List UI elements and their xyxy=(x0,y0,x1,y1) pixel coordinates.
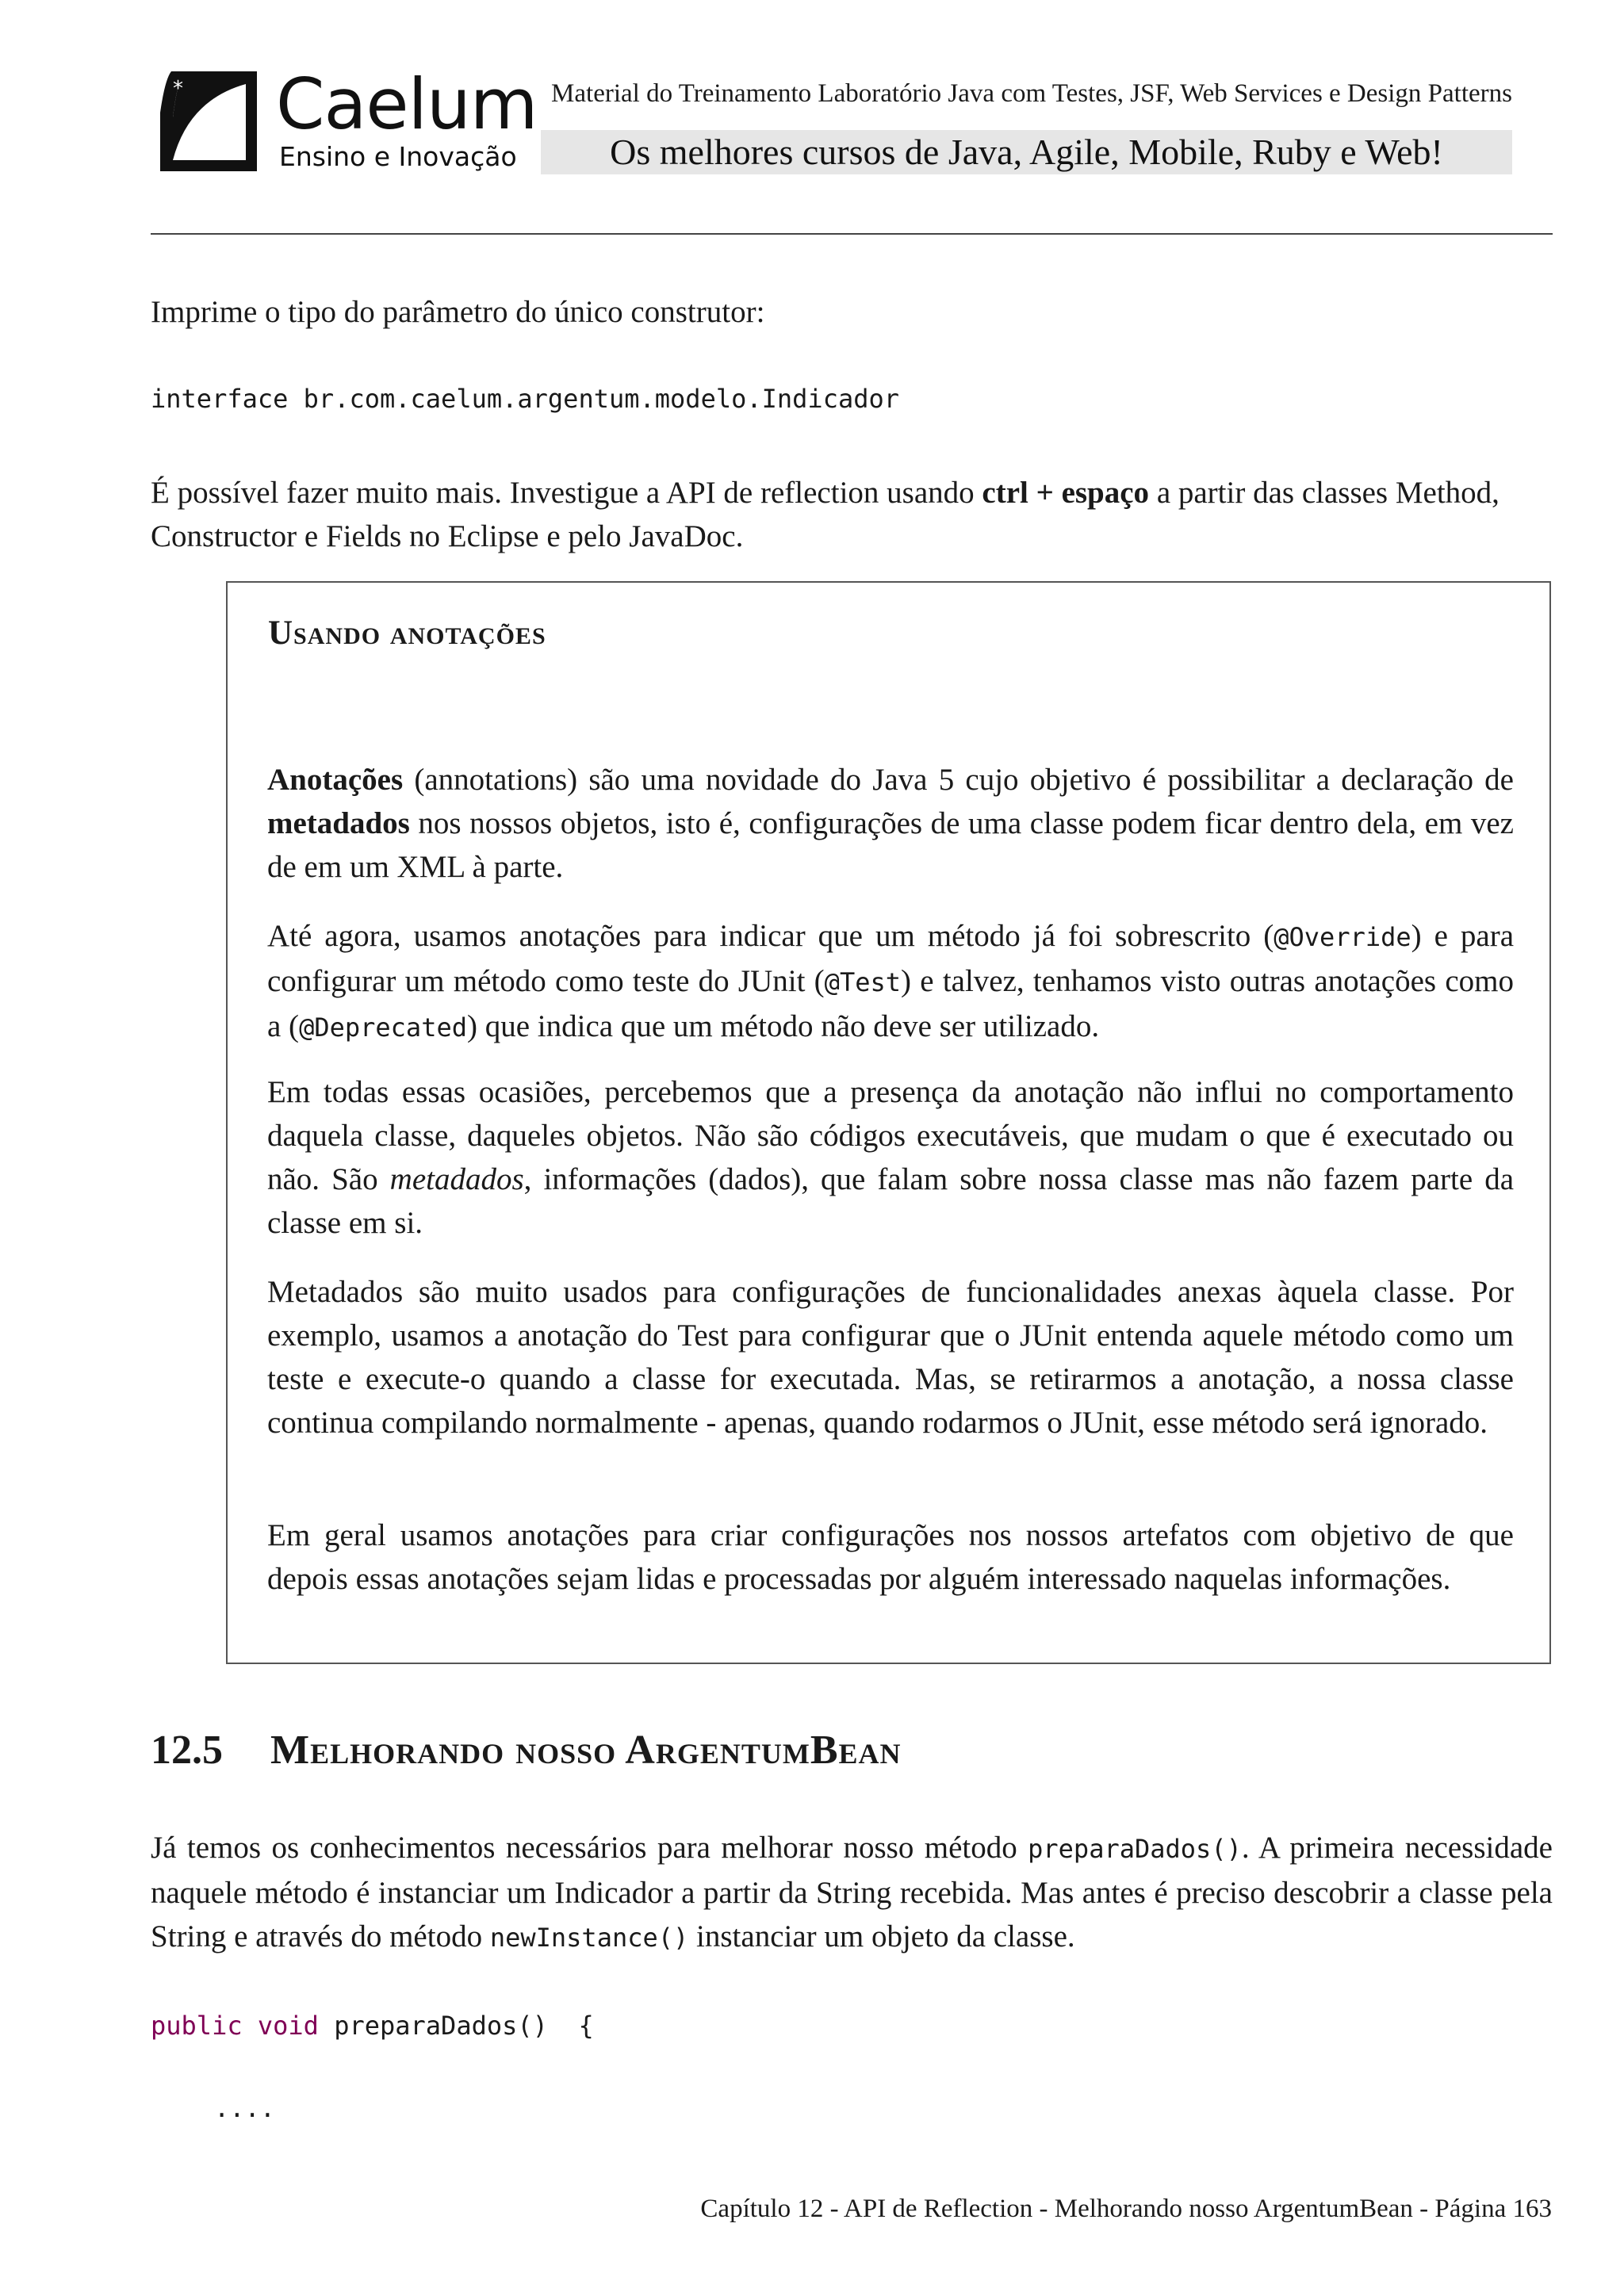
header-material-title: Material do Treinamento Laboratório Java com Testes, JSF, Web Services e Design Patterns xyxy=(551,79,1512,108)
box-paragraph-3: Em todas essas ocasiões, percebemos que a presença da anotação não influi no comportamento daquela classe, daqueles objetos. Não são códigos executáveis, que mudam o que é executado ou não. São metadados, informações (dados), que falam sobre nossa classe mas não fazem parte da classe em si. xyxy=(267,1075,1515,1240)
box-paragraph-4: Metadados são muito usados para configurações de funcionalidades anexas àquela classe. Por exemplo, usamos a anotação do Test para configurar que o JUnit entenda aquele método como um teste e execute-o quando a classe for executada. Mas, se retirarmos a anotação, a nossa classe continua compilando normalmente - apenas, quando rodarmos o JUnit, esse método será ignorado. xyxy=(267,1275,1514,1440)
page-footer: Capítulo 12 - API de Reflection - Melhorando nosso ArgentumBean - Página 163 xyxy=(700,2195,1552,2223)
header-slogan: Os melhores cursos de Java, Agile, Mobile, Ruby e Web! xyxy=(541,130,1512,174)
code-output-line: interface br.com.caelum.argentum.modelo.Indicador xyxy=(151,384,900,414)
header-divider xyxy=(151,233,1553,235)
logo-name: Caelum xyxy=(276,63,538,145)
box-paragraph-5: Em geral usamos anotações para criar configurações nos nossos artefatos com objetivo de que depois essas anotações sejam lidas e processadas por alguém interessado naquelas informações. xyxy=(267,1518,1514,1596)
caelum-logo-icon xyxy=(157,68,260,174)
caelum-logo xyxy=(157,63,538,179)
code-method-signature: public void preparaDados() { xyxy=(151,2011,594,2041)
code-ellipsis: .... xyxy=(214,2093,276,2123)
keyboard-shortcut: ctrl + espaço xyxy=(982,476,1150,510)
inline-code-test: @Test xyxy=(824,967,901,997)
inline-code-newinstance: newInstance() xyxy=(489,1923,689,1953)
intro-paragraph-1: Imprime o tipo do parâmetro do único construtor: xyxy=(151,295,765,329)
svg-text:*: * xyxy=(173,77,183,101)
box-paragraph-1: Anotações (annotations) são uma novidade do Java 5 cujo objetivo é possibilitar a declaração de metadados nos nossos objetos, isto é, configurações de uma classe podem ficar dentro dela, em vez de em um XML à parte. xyxy=(267,763,1514,884)
inline-code-preparadados: preparaDados() xyxy=(1028,1834,1242,1864)
section-title: Melhorando nosso ArgentumBean xyxy=(270,1728,902,1773)
box-paragraph-2: Até agora, usamos anotações para indicar que um método já foi sobrescrito (@Override) e para configurar um método como teste do JUnit (@Test) e talvez, tenhamos visto outras anotações como a (@Deprecated) que indica que um método não deve ser utilizado. xyxy=(267,919,1515,1043)
intro-paragraph-2: É possível fazer muito mais. Investigue a API de reflection usando ctrl + espaço a partir das classes Method, Constructor e Fields no Eclipse e pelo JavaDoc. xyxy=(151,476,1500,553)
inline-code-deprecated: @Deprecated xyxy=(299,1012,467,1043)
box-title: Usando anotações xyxy=(268,614,546,652)
logo-tagline: Ensino e Inovação xyxy=(279,141,517,172)
section-number: 12.5 xyxy=(151,1728,223,1773)
section-paragraph-1: Já temos os conhecimentos necessários para melhorar nosso método preparaDados(). A primeira necessidade naquele método é instanciar um Indicador a partir da String recebida. Mas antes é preciso descobrir a classe pela String e através do método newInstance() instanciar um objeto da classe. xyxy=(151,1831,1553,1954)
inline-code-override: @Override xyxy=(1274,922,1411,952)
